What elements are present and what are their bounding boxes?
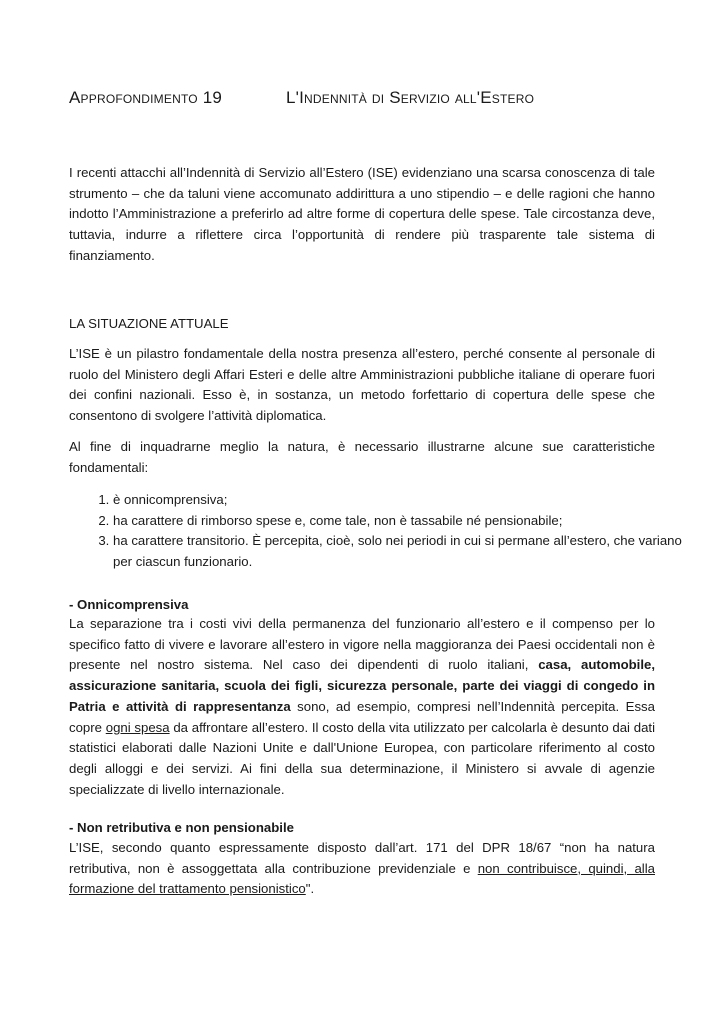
list-item: 3. ha carattere transitorio. È percepita, cioè, solo nei periodi in cui si permane all’estero, che variano per ciascun funzionario. <box>113 531 699 572</box>
intro-paragraph: I recenti attacchi all’Indennità di Servizio all’Estero (ISE) evidenziano una scarsa conoscenza di tale strumento – che da taluni viene accomunato addirittura a uno stipendio – e delle ragioni che hanno indotto l’Amministrazione a preferirlo ad altre forme di copertura delle spese. Tale circostanza deve, tuttavia, indurre a riflettere circa l’opportunità di rendere più trasparente tale sistema di finanziamento. <box>69 165 655 263</box>
onni-text-2: sono, ad esempio, compresi nell’Indennità percepita. Essa copre <box>69 698 655 735</box>
situazione-paragraph-2: Al fine di inquadrarne meglio la natura, è necessario illustrarne alcune sue caratteristiche fondamentali: <box>69 439 655 475</box>
title-label: Approfondimento 19 <box>69 88 223 107</box>
onni-underline: ogni spesa <box>105 719 170 735</box>
non-retributiva-paragraph <box>69 838 655 900</box>
onni-text-1: La separazione tra i costi vivi della permanenza del funzionario all’estero e il compenso per lo specifico fatto di vivere e lavorare all’estero in vigore nella maggioranza dei Paesi occidentali non è presente nel nostro sistema. Nel caso dei dipendenti di ruolo italiani, <box>69 616 655 673</box>
characteristics-list <box>69 490 699 573</box>
onnicomprensiva-paragraph <box>69 614 655 800</box>
nonretr-text-2: ". <box>305 881 315 897</box>
nonretr-text-1: L’ISE, secondo quanto espressamente disposto dall’art. 171 del DPR 18/67 “non ha natura retributiva, non è assoggettata alla contribuzione previdenziale e <box>69 840 655 876</box>
section-heading-non-retributiva: - Non retributiva e non pensionabile <box>69 820 294 835</box>
situazione-paragraph-1: L’ISE è un pilastro fondamentale della nostra presenza all’estero, perché consente al personale di ruolo del Ministero degli Affari Esteri e delle altre Amministrazioni pubbliche italiane di operare fuori dei confini nazionali. Esso è, in sostanza, un metodo forfettario di copertura delle spese che consentono di svolgere l’attività diplomatica. <box>69 346 655 424</box>
section-heading-situazione: LA SITUAZIONE ATTUALE <box>69 316 229 331</box>
list-item: 2. ha carattere di rimborso spese e, come tale, non è tassabile né pensionabile; <box>113 511 699 532</box>
document-title <box>69 88 655 114</box>
onni-bold-list: casa, automobile, assicurazione sanitaria, scuola dei figli, sicurezza personale, parte dei viaggi di congedo in Patria e attività di rappresentanza <box>69 657 656 714</box>
list-item: 1. è onnicomprensiva; <box>113 490 699 511</box>
nonretr-underline: non contribuisce, quindi, alla formazione del trattamento pensionistico <box>69 860 655 897</box>
title-subject: L'Indennità di Servizio all'Estero <box>286 88 535 107</box>
section-heading-onnicomprensiva: - Onnicomprensiva <box>69 597 189 612</box>
onni-text-3: da affrontare all’estero. Il costo della vita utilizzato per calcolarla è desunto dai dati statistici elaborati dalle Nazioni Unite e dall'Unione Europea, con particolare riferimento al costo degli alloggi e dei servizi. Ai fini della sua determinazione, il Ministero si avvale di agenzie specializzate di livello internazionale. <box>69 719 655 797</box>
